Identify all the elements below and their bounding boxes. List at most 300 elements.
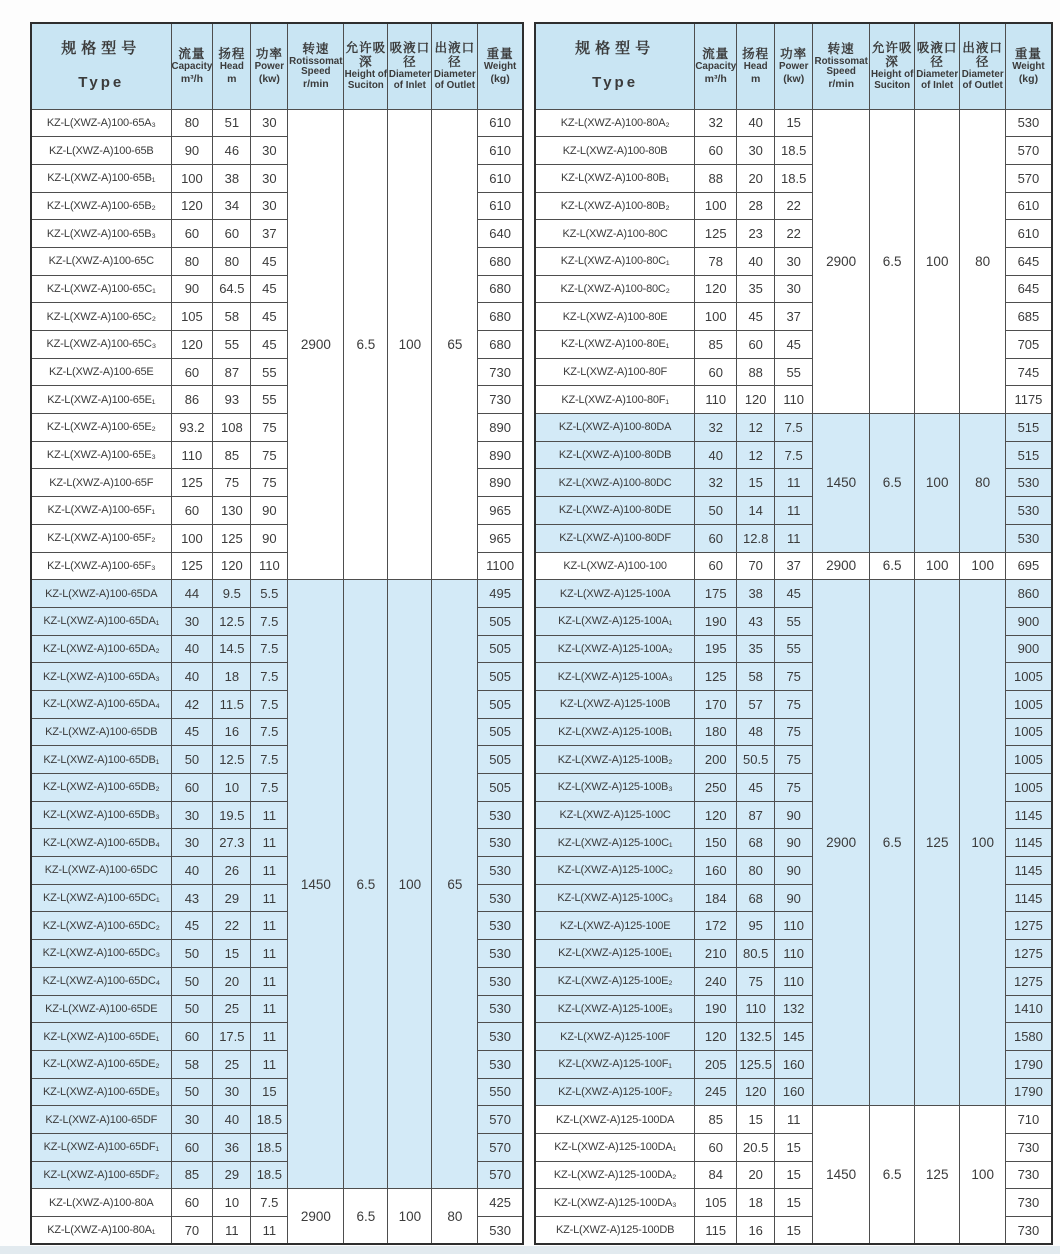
type-cell: KZ-L(XWZ-A)100-80DF [535,524,695,552]
type-cell: KZ-L(XWZ-A)100-65DF₂ [31,1161,171,1189]
head-cell: 58 [213,303,251,331]
weight-cell: 515 [1006,414,1052,442]
head-cell: 60 [213,220,251,248]
power-cell: 90 [251,524,288,552]
weight-cell: 1005 [1006,774,1052,802]
power-cell: 45 [251,247,288,275]
head-cell: 15 [737,469,775,497]
head-cell: 75 [737,967,775,995]
head-cell: 16 [213,718,251,746]
head-cell: 55 [213,331,251,359]
type-cell: KZ-L(XWZ-A)100-80E₁ [535,331,695,359]
weight-cell: 610 [478,164,523,192]
speed-merged-cell: 1450 [813,1106,870,1244]
head-cell: 25 [213,995,251,1023]
weight-cell: 530 [478,912,523,940]
col-header-type [31,23,171,109]
col-header-weight [1006,23,1052,109]
type-cell: KZ-L(XWZ-A)100-65A₃ [31,109,171,137]
capacity-cell: 50 [171,1078,213,1106]
col-header-inlet [915,23,960,109]
inlet-merged-cell: 100 [915,414,960,552]
capacity-cell: 190 [695,995,737,1023]
weight-cell: 530 [478,1023,523,1051]
capacity-cell: 44 [171,580,213,608]
capacity-header-cn: 流量 [702,47,730,62]
weight-cell: 530 [1006,497,1052,525]
capacity-cell: 58 [171,1050,213,1078]
outlet-header-cn: 出液口径 [434,41,476,70]
power-cell: 45 [251,331,288,359]
capacity-cell: 60 [171,497,213,525]
type-cell: KZ-L(XWZ-A)125-100E [535,912,695,940]
power-cell: 11 [775,469,813,497]
capacity-cell: 84 [695,1161,737,1189]
power-cell: 22 [775,192,813,220]
head-cell: 14 [737,497,775,525]
type-cell: KZ-L(XWZ-A)100-80F [535,358,695,386]
head-cell: 22 [213,912,251,940]
speed-merged-cell: 1450 [288,580,344,1189]
power-cell: 11 [251,1217,288,1245]
head-cell: 12.8 [737,524,775,552]
head-cell: 28 [737,192,775,220]
spec-row [31,580,523,608]
outlet-header-en: Diameter of Outlet [961,69,1004,91]
capacity-cell: 120 [171,331,213,359]
capacity-cell: 60 [695,1133,737,1161]
power-cell: 7.5 [775,441,813,469]
type-cell: KZ-L(XWZ-A)100-80C₁ [535,247,695,275]
type-cell: KZ-L(XWZ-A)100-80DB [535,441,695,469]
capacity-cell: 50 [695,497,737,525]
power-cell: 75 [775,774,813,802]
weight-header-cn: 重量 [1014,47,1042,62]
power-cell: 160 [775,1078,813,1106]
type-cell: KZ-L(XWZ-A)125-100A₂ [535,635,695,663]
capacity-cell: 105 [695,1189,737,1217]
capacity-cell: 160 [695,857,737,885]
weight-cell: 1145 [1006,857,1052,885]
weight-cell: 890 [478,469,523,497]
suction-merged-cell: 6.5 [870,1106,915,1244]
head-header-unit: m [751,72,761,85]
type-cell: KZ-L(XWZ-A)125-100B₁ [535,718,695,746]
suction-merged-cell: 6.5 [870,552,915,580]
capacity-cell: 125 [695,220,737,248]
head-cell: 17.5 [213,1023,251,1051]
suction-header-cn: 允许吸深 [871,41,913,70]
head-cell: 9.5 [213,580,251,608]
head-cell: 30 [213,1078,251,1106]
capacity-cell: 60 [695,524,737,552]
power-cell: 55 [251,386,288,414]
suction-merged-cell: 6.5 [870,580,915,1106]
capacity-cell: 175 [695,580,737,608]
speed-merged-cell: 2900 [813,552,870,580]
power-cell: 75 [251,441,288,469]
weight-cell: 1410 [1006,995,1052,1023]
weight-cell: 730 [1006,1189,1052,1217]
power-cell: 11 [251,940,288,968]
head-cell: 14.5 [213,635,251,663]
power-cell: 7.5 [775,414,813,442]
type-cell: KZ-L(XWZ-A)100-80A₁ [31,1217,171,1245]
head-cell: 80 [213,247,251,275]
capacity-cell: 150 [695,829,737,857]
col-header-speed [288,23,344,109]
suction-header-cn: 允许吸深 [345,41,387,70]
weight-cell: 505 [478,746,523,774]
head-cell: 18 [737,1189,775,1217]
power-cell: 11 [251,801,288,829]
outlet-merged-cell: 65 [432,109,478,580]
capacity-cell: 85 [171,1161,213,1189]
suction-header-en: Height of Suciton [870,69,914,91]
weight-header-unit: (kg) [1018,72,1039,85]
power-cell: 11 [251,829,288,857]
outlet-merged-cell: 100 [960,1106,1006,1244]
weight-cell: 640 [478,220,523,248]
power-cell: 7.5 [251,690,288,718]
type-cell: KZ-L(XWZ-A)125-100E₁ [535,940,695,968]
power-cell: 11 [775,497,813,525]
speed-merged-cell: 2900 [288,1189,344,1244]
type-cell: KZ-L(XWZ-A)100-80C₂ [535,275,695,303]
type-cell: KZ-L(XWZ-A)100-100 [535,552,695,580]
weight-cell: 610 [478,109,523,137]
speed-header-unit: r/min [303,77,329,90]
head-cell: 27.3 [213,829,251,857]
capacity-cell: 90 [171,137,213,165]
capacity-cell: 100 [695,303,737,331]
power-cell: 37 [775,552,813,580]
weight-cell: 610 [478,137,523,165]
type-cell: KZ-L(XWZ-A)100-65C [31,247,171,275]
power-cell: 75 [775,690,813,718]
capacity-cell: 60 [695,137,737,165]
inlet-header-en: Diameter of Inlet [916,69,959,91]
power-cell: 11 [251,995,288,1023]
head-cell: 20 [737,164,775,192]
capacity-cell: 100 [695,192,737,220]
capacity-header-unit: m³/h [704,72,727,85]
capacity-cell: 50 [171,940,213,968]
col-header-outlet [432,23,478,109]
capacity-cell: 86 [171,386,213,414]
head-cell: 130 [213,497,251,525]
capacity-cell: 120 [695,1023,737,1051]
weight-cell: 900 [1006,635,1052,663]
head-cell: 70 [737,552,775,580]
suction-header-en: Height of Suciton [344,69,388,91]
type-cell: KZ-L(XWZ-A)125-100DA₁ [535,1133,695,1161]
weight-cell: 1145 [1006,884,1052,912]
weight-cell: 730 [1006,1161,1052,1189]
capacity-cell: 205 [695,1050,737,1078]
type-cell: KZ-L(XWZ-A)125-100F₂ [535,1078,695,1106]
type-cell: KZ-L(XWZ-A)125-100DA [535,1106,695,1134]
head-cell: 50.5 [737,746,775,774]
weight-cell: 610 [478,192,523,220]
type-cell: KZ-L(XWZ-A)100-65DB₂ [31,774,171,802]
capacity-cell: 30 [171,607,213,635]
type-header-cn: 规格型号 [61,40,142,58]
capacity-cell: 60 [171,1023,213,1051]
type-cell: KZ-L(XWZ-A)100-65DB₄ [31,829,171,857]
weight-cell: 530 [478,1050,523,1078]
capacity-cell: 85 [695,331,737,359]
outlet-merged-cell: 100 [960,580,1006,1106]
capacity-cell: 93.2 [171,414,213,442]
inlet-merged-cell: 125 [915,1106,960,1244]
head-cell: 38 [213,164,251,192]
capacity-cell: 50 [171,995,213,1023]
right-spec-table [534,22,1053,1245]
spec-row [31,1189,523,1217]
weight-cell: 570 [478,1133,523,1161]
type-cell: KZ-L(XWZ-A)125-100E₂ [535,967,695,995]
type-cell: KZ-L(XWZ-A)100-80A [31,1189,171,1217]
weight-cell: 1275 [1006,912,1052,940]
weight-cell: 1005 [1006,718,1052,746]
speed-merged-cell: 2900 [813,109,870,414]
capacity-cell: 200 [695,746,737,774]
power-cell: 90 [251,497,288,525]
weight-cell: 680 [478,275,523,303]
power-cell: 7.5 [251,1189,288,1217]
weight-cell: 570 [1006,137,1052,165]
weight-cell: 965 [478,497,523,525]
weight-cell: 695 [1006,552,1052,580]
head-cell: 64.5 [213,275,251,303]
weight-cell: 1145 [1006,801,1052,829]
capacity-cell: 250 [695,774,737,802]
type-cell: KZ-L(XWZ-A)100-65DC₃ [31,940,171,968]
power-cell: 15 [775,1133,813,1161]
weight-cell: 1005 [1006,746,1052,774]
col-header-capacity [171,23,213,109]
weight-cell: 530 [478,857,523,885]
weight-cell: 1275 [1006,940,1052,968]
head-cell: 43 [737,607,775,635]
capacity-cell: 45 [171,912,213,940]
weight-cell: 505 [478,635,523,663]
head-cell: 87 [213,358,251,386]
power-cell: 11 [251,1050,288,1078]
head-cell: 93 [213,386,251,414]
power-cell: 18.5 [775,137,813,165]
type-cell: KZ-L(XWZ-A)100-80B₁ [535,164,695,192]
type-cell: KZ-L(XWZ-A)125-100DB [535,1217,695,1245]
head-cell: 108 [213,414,251,442]
power-cell: 55 [775,635,813,663]
weight-cell: 570 [478,1106,523,1134]
speed-header-cn: 转速 [827,42,855,57]
weight-cell: 505 [478,663,523,691]
power-cell: 11 [251,967,288,995]
weight-cell: 730 [478,386,523,414]
type-cell: KZ-L(XWZ-A)100-65E₂ [31,414,171,442]
power-cell: 110 [775,967,813,995]
weight-header-cn: 重量 [486,47,514,62]
weight-cell: 515 [1006,441,1052,469]
head-cell: 75 [213,469,251,497]
power-header-cn: 功率 [780,47,808,62]
type-cell: KZ-L(XWZ-A)125-100A [535,580,695,608]
head-cell: 30 [737,137,775,165]
head-cell: 11.5 [213,690,251,718]
head-cell: 125 [213,524,251,552]
header-row [535,23,1052,109]
inlet-merged-cell: 100 [388,1189,432,1244]
inlet-header-cn: 吸液口径 [389,41,431,70]
head-cell: 40 [737,109,775,137]
capacity-cell: 60 [171,1133,213,1161]
type-cell: KZ-L(XWZ-A)100-65B₁ [31,164,171,192]
capacity-cell: 32 [695,469,737,497]
power-cell: 30 [251,109,288,137]
head-cell: 12.5 [213,607,251,635]
weight-cell: 730 [1006,1133,1052,1161]
power-cell: 110 [775,386,813,414]
power-cell: 55 [251,358,288,386]
weight-cell: 645 [1006,247,1052,275]
power-cell: 30 [775,247,813,275]
power-cell: 55 [775,358,813,386]
power-cell: 7.5 [251,635,288,663]
type-cell: KZ-L(XWZ-A)100-65DB₁ [31,746,171,774]
capacity-cell: 120 [695,801,737,829]
weight-cell: 890 [478,441,523,469]
capacity-cell: 190 [695,607,737,635]
type-cell: KZ-L(XWZ-A)100-65DC₂ [31,912,171,940]
head-cell: 18 [213,663,251,691]
head-cell: 80 [737,857,775,885]
power-cell: 11 [251,1023,288,1051]
head-cell: 36 [213,1133,251,1161]
power-cell: 7.5 [251,607,288,635]
capacity-cell: 240 [695,967,737,995]
head-cell: 38 [737,580,775,608]
weight-cell: 890 [478,414,523,442]
type-cell: KZ-L(XWZ-A)125-100B [535,690,695,718]
power-cell: 18.5 [775,164,813,192]
head-header-unit: m [227,72,237,85]
capacity-cell: 172 [695,912,737,940]
weight-cell: 860 [1006,580,1052,608]
capacity-cell: 170 [695,690,737,718]
outlet-merged-cell: 80 [960,414,1006,552]
power-cell: 11 [775,524,813,552]
power-cell: 55 [775,607,813,635]
weight-cell: 505 [478,607,523,635]
capacity-cell: 115 [695,1217,737,1245]
weight-cell: 1790 [1006,1078,1052,1106]
weight-cell: 570 [1006,164,1052,192]
type-cell: KZ-L(XWZ-A)125-100C₂ [535,857,695,885]
capacity-cell: 40 [171,663,213,691]
type-cell: KZ-L(XWZ-A)100-65F₁ [31,497,171,525]
power-cell: 45 [251,303,288,331]
inlet-merged-cell: 100 [388,580,432,1189]
capacity-cell: 88 [695,164,737,192]
outlet-merged-cell: 65 [432,580,478,1189]
type-cell: KZ-L(XWZ-A)100-65DA₃ [31,663,171,691]
capacity-cell: 210 [695,940,737,968]
type-cell: KZ-L(XWZ-A)125-100C₁ [535,829,695,857]
col-header-speed [813,23,870,109]
weight-cell: 530 [478,829,523,857]
weight-cell: 1005 [1006,690,1052,718]
power-cell: 15 [775,109,813,137]
type-cell: KZ-L(XWZ-A)100-65DC₁ [31,884,171,912]
type-cell: KZ-L(XWZ-A)100-80C [535,220,695,248]
weight-cell: 745 [1006,358,1052,386]
spec-row [535,414,1052,442]
power-cell: 30 [251,137,288,165]
weight-cell: 550 [478,1078,523,1106]
head-cell: 35 [737,635,775,663]
suction-merged-cell: 6.5 [344,580,388,1189]
type-cell: KZ-L(XWZ-A)125-100DA₂ [535,1161,695,1189]
head-cell: 12 [737,414,775,442]
type-cell: KZ-L(XWZ-A)100-65DA₁ [31,607,171,635]
suction-merged-cell: 6.5 [870,109,915,414]
power-cell: 11 [251,912,288,940]
capacity-cell: 60 [695,552,737,580]
capacity-cell: 60 [171,358,213,386]
head-cell: 20 [737,1161,775,1189]
capacity-cell: 100 [171,524,213,552]
head-cell: 19.5 [213,801,251,829]
type-cell: KZ-L(XWZ-A)100-80E [535,303,695,331]
power-cell: 45 [251,275,288,303]
type-cell: KZ-L(XWZ-A)100-80DE [535,497,695,525]
weight-cell: 1175 [1006,386,1052,414]
outlet-header-cn: 出液口径 [962,41,1003,70]
weight-cell: 645 [1006,275,1052,303]
head-header-en: Head [743,61,768,73]
power-cell: 15 [775,1189,813,1217]
head-cell: 120 [213,552,251,580]
type-cell: KZ-L(XWZ-A)100-65DB₃ [31,801,171,829]
weight-cell: 530 [478,995,523,1023]
speed-header-en: Rotissomat Speed [814,56,868,78]
inlet-merged-cell: 100 [915,552,960,580]
weight-cell: 530 [1006,524,1052,552]
power-cell: 90 [775,857,813,885]
weight-cell: 570 [478,1161,523,1189]
capacity-header-en: Capacity [695,61,737,73]
head-cell: 46 [213,137,251,165]
type-cell: KZ-L(XWZ-A)100-65F₃ [31,552,171,580]
type-cell: KZ-L(XWZ-A)125-100A₃ [535,663,695,691]
weight-cell: 710 [1006,1106,1052,1134]
col-header-power [775,23,813,109]
col-header-head [737,23,775,109]
weight-cell: 530 [478,1217,523,1245]
type-cell: KZ-L(XWZ-A)125-100B₃ [535,774,695,802]
capacity-cell: 100 [171,164,213,192]
power-cell: 110 [251,552,288,580]
type-cell: KZ-L(XWZ-A)100-65DE₂ [31,1050,171,1078]
type-cell: KZ-L(XWZ-A)100-65C₂ [31,303,171,331]
power-cell: 30 [251,164,288,192]
inlet-header-en: Diameter of Inlet [388,69,431,91]
col-header-power [251,23,288,109]
type-cell: KZ-L(XWZ-A)100-65B [31,137,171,165]
